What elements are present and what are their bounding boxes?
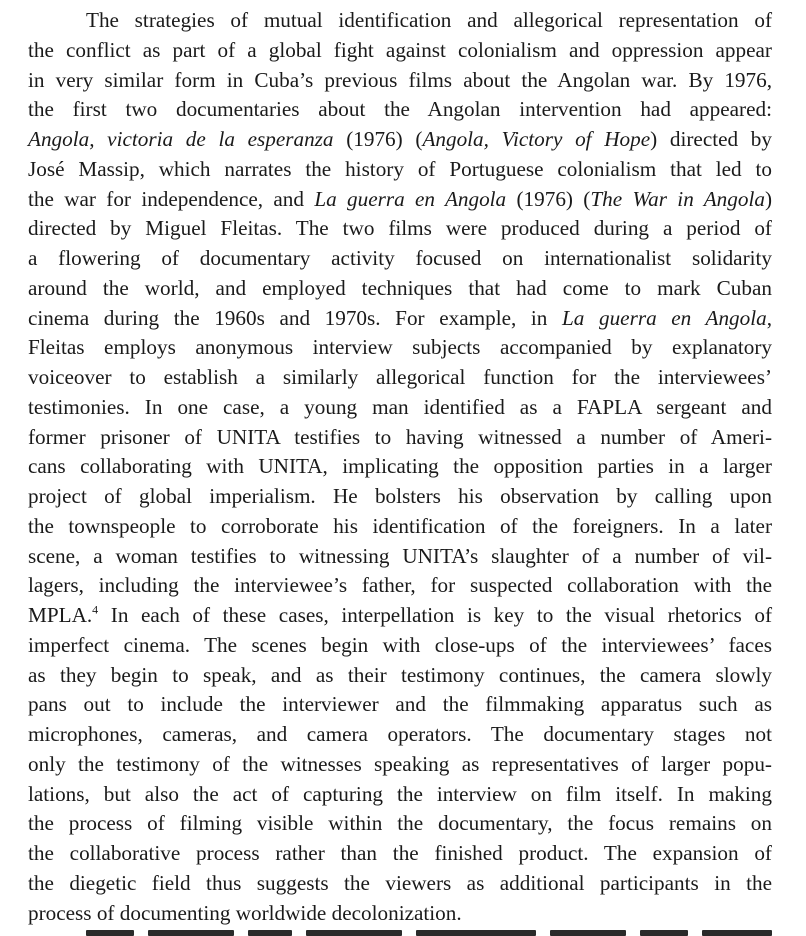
text-fragment — [248, 930, 292, 936]
text-fragment — [640, 930, 688, 936]
text-run: , — [766, 305, 773, 330]
text-line: project of global imperialism. He bolsters his observation by calling upon — [28, 484, 772, 508]
text-line: the diegetic field thus suggests the viewers as additional participants in the — [28, 870, 772, 895]
cut-off-next-line — [86, 926, 776, 936]
film-title-italic: The War in Angola — [590, 186, 765, 211]
text-line: the first two documentaries about the Angolan intervention had appeared: — [28, 97, 772, 122]
text-fragment — [416, 930, 536, 936]
text-line: microphones, cameras, and camera operators. The documentary stages not — [28, 722, 772, 746]
text-line: the conflict as part of a global fight against colonialism and oppression appear — [28, 37, 772, 62]
text-line: the townspeople to corroborate his identification of the foreigners. In a later — [28, 513, 772, 538]
text-run: MPLA. — [28, 603, 93, 627]
text-line: process of documenting worldwide decolonization. — [28, 900, 462, 925]
text-fragment — [306, 930, 402, 936]
text-line: as they begin to speak, and as their testimony continues, the camera slowly — [28, 662, 772, 687]
film-title-italic: Angola, Victory of Hope — [422, 127, 651, 151]
text-line: imperfect cinema. The scenes begin with close-ups of the interviewees’ faces — [28, 632, 772, 657]
text-fragment — [86, 930, 134, 936]
text-run: (1976) ( — [506, 186, 591, 211]
text-line: in very similar form in Cuba’s previous films about the Angolan war. By 1976, — [28, 67, 772, 92]
text-run: cinema during the 1960s and 1970s. For example, in — [28, 305, 562, 330]
text-run: ) — [764, 186, 772, 211]
text-line: a flowering of documentary activity focused on internationalist solidarity — [28, 246, 772, 270]
film-title-italic: La guerra en Angola — [314, 186, 507, 211]
text-line: the collaborative process rather than the finished product. The expansion of — [28, 841, 772, 865]
text-line: scene, a woman testifies to witnessing UNITA’s slaughter of a number of vil- — [28, 543, 772, 568]
text-fragment — [148, 930, 234, 936]
text-line: former prisoner of UNITA testifies to having witnessed a number of Ameri- — [28, 424, 772, 449]
text-line: lagers, including the interviewee’s father, for suspected collaboration with the — [28, 573, 772, 598]
text-line — [28, 304, 772, 334]
text-line: testimonies. In one case, a young man identified as a FAPLA sergeant and — [28, 394, 772, 419]
text-line: the process of filming visible within the documentary, the focus remains on — [28, 811, 772, 836]
film-title-italic: La guerra en Angola — [562, 305, 767, 330]
text-run: ) directed by — [650, 127, 772, 151]
text-line — [28, 185, 772, 215]
text-line: pans out to include the interviewer and the filmmaking apparatus such as — [28, 692, 772, 717]
text-run: the war for independence, and — [28, 186, 315, 211]
footnote-marker[interactable]: 4 — [92, 602, 99, 617]
text-run: In each of these cases, interpellation is key to the visual rhetorics of — [98, 603, 772, 627]
text-line — [28, 601, 772, 631]
text-line: directed by Miguel Fleitas. The two films were produced during a period of — [28, 216, 772, 241]
body-paragraph — [28, 6, 772, 928]
text-run: (1976) ( — [333, 127, 423, 151]
text-line: José Massip, which narrates the history of Portuguese colonialism that led to — [28, 156, 772, 181]
text-line: around the world, and employed techniques that had come to mark Cuban — [28, 275, 772, 300]
text-line — [28, 125, 772, 155]
text-line: lations, but also the act of capturing the interview on film itself. In making — [28, 781, 772, 806]
text-line: Fleitas employs anonymous interview subjects accompanied by explanatory — [28, 335, 772, 360]
text-line: voiceover to establish a similarly allegorical function for the interviewees’ — [28, 365, 772, 389]
film-title-italic: Angola, victoria de la esperanza — [28, 127, 334, 151]
text-line: cans collaborating with UNITA, implicating the opposition parties in a larger — [28, 454, 772, 479]
text-fragment — [550, 930, 626, 936]
text-fragment — [702, 930, 772, 936]
text-line: only the testimony of the witnesses speaking as representatives of larger popu- — [28, 751, 772, 776]
text-line: The strategies of mutual identification and allegorical representation of — [86, 8, 772, 32]
